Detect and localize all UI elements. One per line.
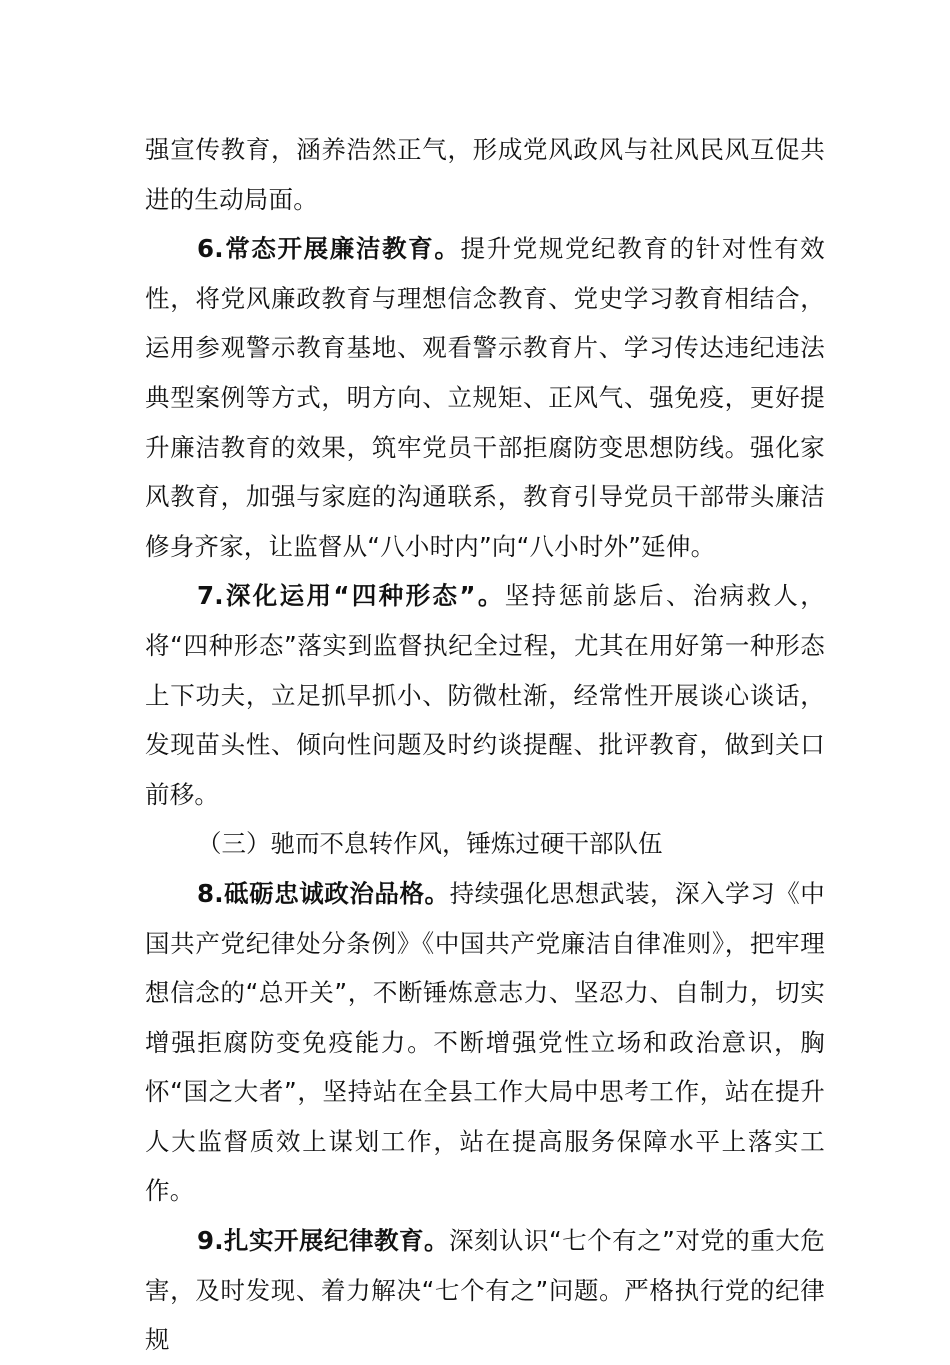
item-body: 深刻认识“七个有之”对党的重大危害，及时发现、着力解决“七个有之”问题。严格执行党的纪律规 — [145, 1226, 825, 1355]
paragraph-continuation — [145, 125, 825, 224]
paragraph-item-9 — [145, 1216, 825, 1365]
document-body — [145, 125, 825, 1365]
section-heading-3 — [145, 819, 825, 869]
item-body: 坚持惩前毖后、治病救人，将“四种形态”落实到监督执纪全过程，尤其在用好第一种形态上下功夫，立足抓早抓小、防微杜渐，经常性开展谈心谈话，发现苗头性、倾向性问题及时约谈提醒、批评教育，做到关口前移。 — [145, 581, 825, 809]
section-title: （三）驰而不息转作风，锤炼过硬干部队伍 — [197, 829, 663, 859]
item-body: 提升党规党纪教育的针对性有效性，将党风廉政教育与理想信念教育、党史学习教育相结合，运用参观警示教育基地、观看警示教育片、学习传达违纪违法典型案例等方式，明方向、立规矩、正风气、强免疫，更好提升廉洁教育的效果，筑牢党员干部拒腐防变思想防线。强化家风教育，加强与家庭的沟通联系，教育引导党员干部带头廉洁修身齐家，让监督从“八小时内”向“八小时外”延伸。 — [145, 234, 825, 561]
paragraph-item-7 — [145, 571, 825, 819]
item-body: 持续强化思想武装，深入学习《中国共产党纪律处分条例》《中国共产党廉洁自律准则》，把牢理想信念的“总开关”，不断锤炼意志力、坚忍力、自制力，切实增强拒腐防变免疫能力。不断增强党性立场和政治意识，胸怀“国之大者”，坚持站在全县工作大局中思考工作，站在提升人大监督质效上谋划工作，站在提高服务保障水平上落实工作。 — [145, 878, 825, 1206]
item-heading: 7.深化运用“四种形态”。 — [197, 581, 505, 611]
paragraph-item-8 — [145, 869, 825, 1216]
paragraph-text: 强宣传教育，涵养浩然正气，形成党风政风与社风民风互促共进的生动局面。 — [145, 135, 825, 214]
item-heading: 8.砥砺忠诚政治品格。 — [197, 878, 450, 908]
item-heading: 9.扎实开展纪律教育。 — [197, 1226, 449, 1256]
item-heading: 6.常态开展廉洁教育。 — [197, 234, 461, 264]
paragraph-item-6 — [145, 224, 825, 571]
